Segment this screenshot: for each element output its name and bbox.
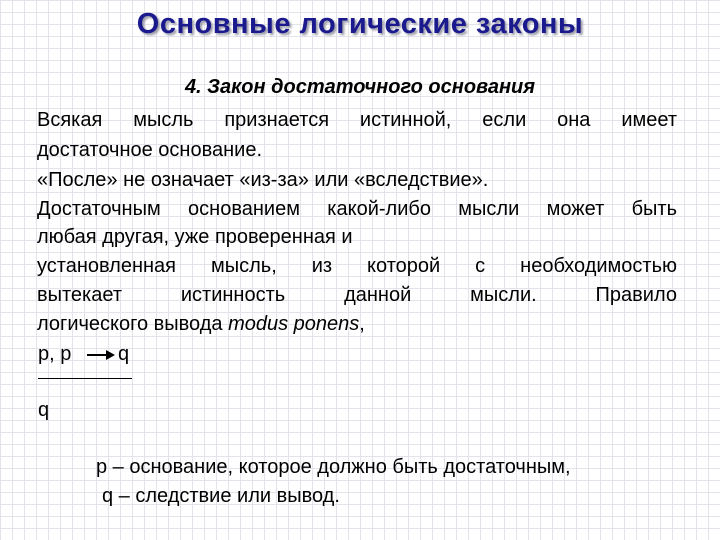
- modus-ponens-term: modus ponens: [228, 313, 360, 335]
- body-line-1: Всякая мысль признается истинной, если она имеет: [37, 109, 677, 131]
- formula-conclusion: q: [38, 399, 50, 421]
- formula-premise-right: q: [118, 343, 130, 365]
- body-line-4: Достаточным основанием какой-либо мысли может быть: [37, 198, 677, 220]
- inference-rule-line: [38, 378, 132, 379]
- body-line-8-comma: ,: [359, 313, 365, 335]
- body-line-5: любая другая, уже проверенная и: [37, 226, 353, 248]
- section-heading: 4. Закон достаточного основания: [184, 76, 536, 98]
- body-line-8-text: логического вывода: [37, 313, 229, 335]
- body-line-2: достаточное основание.: [37, 139, 263, 161]
- body-line-8: [37, 312, 677, 336]
- footnote-2: q – следствие или вывод.: [102, 485, 340, 507]
- body-line-7: вытекает истинность данной мысли. Правило: [37, 284, 677, 306]
- body-line-6: установленная мысль, из которой с необходимостью: [37, 255, 677, 277]
- slide-title: Основные логические законы: [136, 8, 584, 40]
- body-line-3: «После» не означает «из-за» или «вследствие».: [37, 169, 489, 191]
- formula-premise-left: p, p: [38, 343, 72, 365]
- right-arrow-icon: [86, 347, 116, 361]
- footnote-1: p – основание, которое должно быть достаточным,: [96, 456, 571, 478]
